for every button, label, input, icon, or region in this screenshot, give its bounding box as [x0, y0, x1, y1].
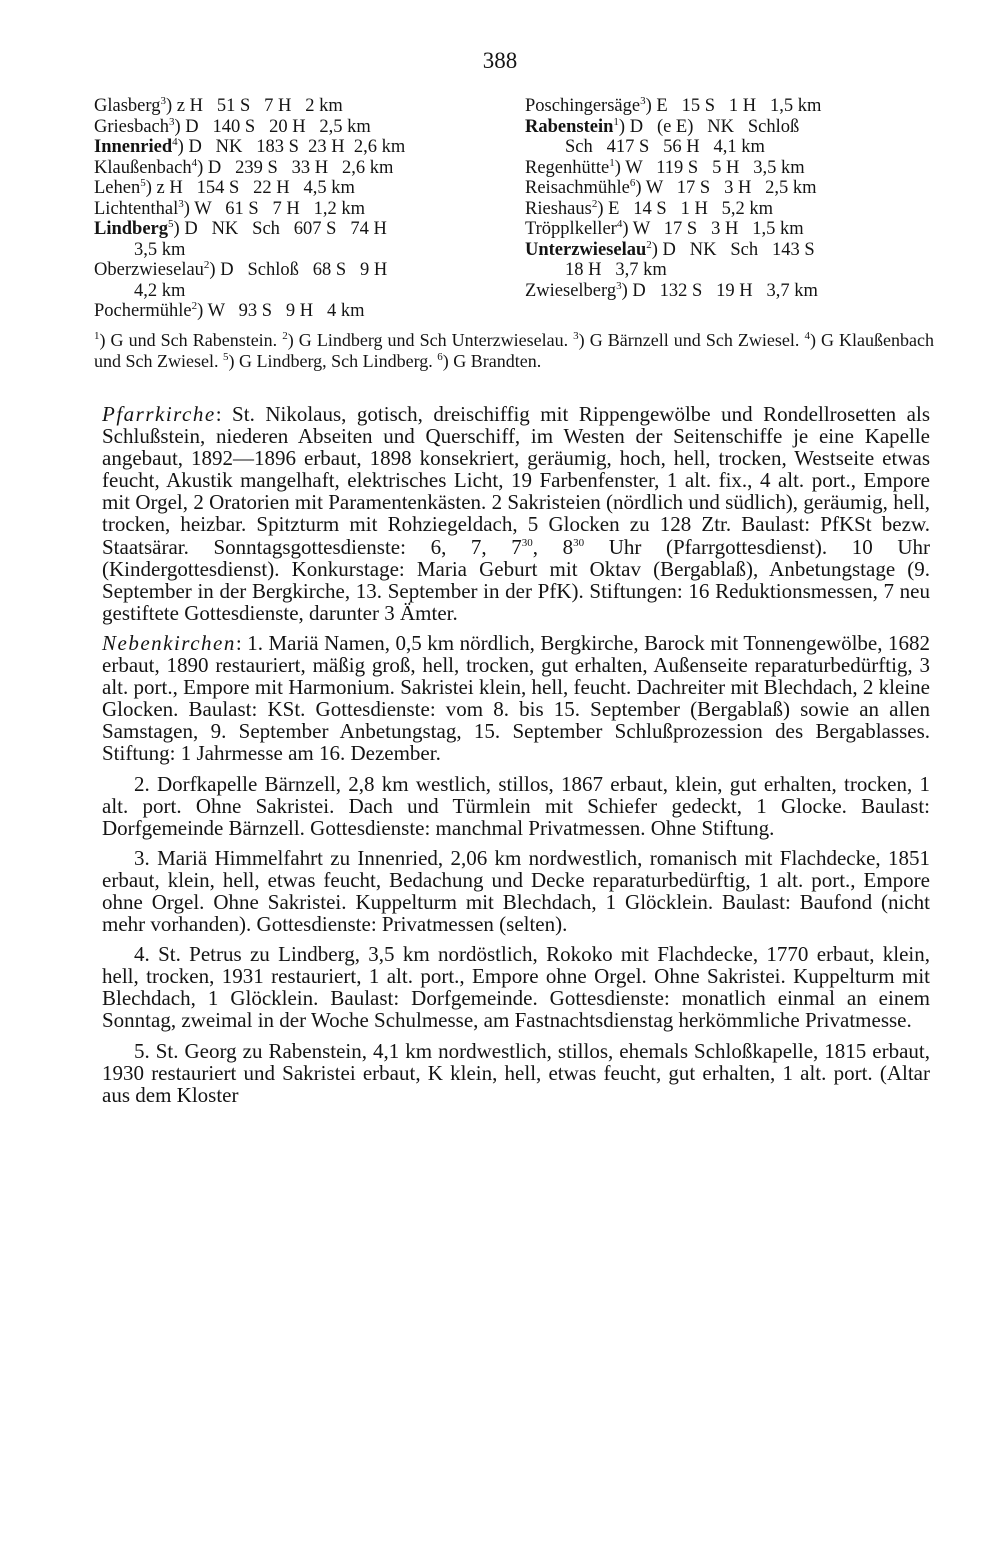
place-details: W 93 S 9 H 4 km — [203, 301, 365, 321]
place-entry: Glasberg$^3$) z H 51 S 7 H 2 km — [94, 94, 343, 116]
footnote-ref: 3 — [178, 197, 184, 210]
places-list-left — [94, 96, 494, 322]
place-name: Rabenstein — [525, 116, 614, 137]
nebenkirchen-paragraph: Nebenkirchen: 1. Mariä Namen, 0,5 km nördlich, Bergkirche, Barock mit Tonnengewölbe, 1682 erbaut, 1890 restauriert, mäßig groß, hell, trocken, gut erhalten, Außenseite reparaturbedürftig, 3 alt. port., Empore mit Harmonium. Sakristei klein, hell, feucht. Dachreiter mit Blechdach, 2 kleine Glocken. Baulast: KSt. Gottesdienste: vom 8. bis 15. September (Bergablaß) sowie an allen Samstagen, 9. September Anbetungstag, 15. September Schlußprozession des Bergablasses. Stiftung: 1 Jahrmesse am 16. Dezember. — [102, 630, 930, 766]
footnote-ref: 4 — [616, 217, 623, 230]
place-name: Zwieselberg — [525, 280, 617, 301]
footnote-ref: 6 — [629, 176, 636, 189]
footnote-4: $^4$) G Klaußenbach und Sch Zwiesel. — [94, 330, 934, 371]
place-entry — [525, 137, 925, 158]
place-details: D 239 S 33 H 2,6 km — [203, 157, 394, 178]
footnote-ref: 1 — [613, 115, 619, 128]
place-entry — [94, 240, 494, 261]
footnote-ref: 4 — [191, 156, 198, 169]
place-details: z H 51 S 7 H 2 km — [172, 96, 343, 116]
footnotes — [94, 330, 934, 372]
place-details: D 132 S 19 H 3,7 km — [627, 280, 818, 301]
footnote-ref: 2 — [203, 258, 210, 271]
nebenkirche-item-3: 3. Mariä Himmelfahrt zu Innenried, 2,06 km nordwestlich, romanisch mit Flachdecke, 1851 erbaut, klein, hell, etwas feucht, Bedachung und Decke reparaturbedürftig, 1 alt. port., Empore ohne Orgel. Ohne Sakristei. Kuppelturm mit Blechdach, 1 Glöcklein. Baulast: Baufond (nicht mehr vorhanden). Gottesdienste: Privatmessen (selten). — [102, 845, 930, 937]
place-details: W 17 S 3 H 1,5 km — [628, 219, 804, 239]
place-name: Glasberg — [94, 96, 161, 116]
place-entry: Lichtenthal$^3$) W 61 S 7 H 1,2 km — [94, 197, 366, 219]
footnote-ref: 3 — [616, 279, 622, 292]
place-entry: Griesbach$^3$) D 140 S 20 H 2,5 km — [94, 115, 371, 137]
place-name: Klaußenbach — [94, 157, 192, 178]
place-name: Rieshaus — [525, 198, 592, 219]
main-text — [102, 403, 930, 1114]
nebenkirche-item-4: 4. St. Petrus zu Lindberg, 3,5 km nordöstlich, Rokoko mit Flachdecke, 1770 erbaut, klein, hell, trocken, 1931 restauriert, 1 alt. port., Empore ohne Orgel. Ohne Sakristei. Kuppelturm mit Blechdach, 1 Glöcklein. Baulast: Dorfgemeinde. Gottesdienste: monatlich einmal an einem Sonntag, zweimal in der Woche Schulmesse, am Fastnachtsdienstag herkömmliche Privatmesse. — [102, 942, 930, 1033]
place-details: D 140 S 20 H 2,5 km — [180, 116, 371, 137]
place-entry: Pochermühle$^2$) W 93 S 9 H 4 km — [94, 299, 365, 321]
place-details: z H 154 S 22 H 4,5 km — [151, 178, 355, 198]
place-entry: Zwieselberg$^3$) D 132 S 19 H 3,7 km — [525, 279, 818, 301]
place-details: D NK Sch 143 S — [657, 239, 815, 260]
footnote-ref: 4 — [172, 135, 178, 148]
place-name: Reisachmühle — [525, 178, 630, 198]
page-number: 388 — [482, 48, 518, 73]
place-details: W 17 S 3 H 2,5 km — [641, 178, 817, 198]
place-entry: Reisachmühle$^6$) W 17 S 3 H 2,5 km — [525, 176, 817, 198]
place-details: 4,2 km — [134, 280, 186, 301]
place-entry — [94, 281, 494, 302]
footnote-ref: 3 — [169, 115, 175, 128]
place-name: Lindberg — [94, 219, 169, 239]
nebenkirchen-heading: Nebenkirchen — [102, 630, 236, 655]
footnote-1: $^1$) G und Sch Rabenstein. — [94, 330, 283, 350]
place-details: D NK 183 S 23 H 2,6 km — [183, 137, 406, 157]
place-details: D (e E) NK Schloß — [625, 116, 800, 137]
footnote-6: $^6$) G Brandten. — [437, 351, 542, 371]
footnote-ref: 5 — [168, 217, 174, 230]
place-name: Poschingersäge — [525, 96, 641, 116]
place-details: E 14 S 1 H 5,2 km — [603, 198, 774, 219]
place-details: 3,5 km — [134, 239, 186, 260]
place-entry: Tröpplkeller$^4$) W 17 S 3 H 1,5 km — [525, 217, 804, 239]
footnote-3: $^3$) G Bärnzell und Sch Zwiesel. — [573, 330, 805, 350]
places-list-right — [525, 96, 925, 301]
place-entry: Poschingersäge$^3$) E 15 S 1 H 1,5 km — [525, 94, 822, 116]
footnote-ref: 3 — [160, 94, 166, 107]
place-name: Tröpplkeller — [525, 219, 617, 239]
footnote-ref: 5 — [140, 176, 146, 189]
place-details: E 15 S 1 H 1,5 km — [651, 96, 822, 116]
place-details: W 119 S 5 H 3,5 km — [620, 157, 805, 178]
place-entry: Regenhütte$^1$) W 119 S 5 H 3,5 km — [525, 156, 805, 178]
place-entry: Klaußenbach$^4$) D 239 S 33 H 2,6 km — [94, 156, 394, 178]
place-name: Lichtenthal — [94, 198, 179, 219]
nebenkirche-item-2: 2. Dorfkapelle Bärnzell, 2,8 km westlich, stillos, 1867 erbaut, klein, gut erhalten, trocken, 1 alt. port. Ohne Sakristei. Dach und Türmlein mit Schiefer gedeckt, 1 Glocke. Baulast: Dorfgemeinde Bärnzell. Gottesdienste: manchmal Privatmessen. Ohne Stiftung. — [102, 771, 930, 840]
place-name: Unterzwieselau — [525, 239, 647, 260]
place-details: W 61 S 7 H 1,2 km — [189, 198, 366, 219]
pfarrkirche-paragraph: Pfarrkirche: St. Nikolaus, gotisch, dreischiffig mit Rippengewölbe und Rondellrosetten als Schlußstein, niederen Abseiten und Querschiff, im Westen der Seitenschiffe je eine Kapelle angebaut, 1892—1896 erbaut, 1898 konsekriert, geräumig, hoch, hell, trocken, Westseite etwas feucht, Akustik mangelhaft, elektrisches Licht, 19 Farbenfenster, 1 alt. fix., 4 alt. port., Empore mit Orgel, 2 Oratorien mit Paramentenkästen. 2 Sakristeien (nördlich und südlich), geräumig, hell, trocken, heizbar. Spitzturm mit Rohziegeldach, 5 Glocken zu 128 Ztr. Baulast: PfKSt bezw. Staatsärar. Sonntagsgottesdienste: 6, 7, $7^{30}$, $8^{30}$ Uhr (Pfarrgottesdienst). 10 Uhr (Kindergottesdienst). Konkurstage: Maria Geburt mit Oktav (Bergablaß), Anbetungstage (9. September in der Bergkirche, 13. September in der PfK). Stiftungen: 16 Reduktionsmessen, 7 neu gestiftete Gottesdienste, darunter 3 Ämter. — [102, 402, 930, 625]
place-details: 18 H 3,7 km — [565, 260, 667, 280]
footnote-2: $^2$) G Lindberg und Sch Unterzwieselau. — [282, 330, 574, 350]
footnote-ref: 2 — [591, 197, 598, 210]
place-name: Oberzwieselau — [94, 260, 204, 280]
footnote-ref: 2 — [646, 238, 652, 251]
footnote-ref: 1 — [609, 156, 615, 169]
place-entry — [525, 260, 925, 281]
place-entry: Lindberg$^5$) D NK Sch 607 S 74 H — [94, 217, 387, 239]
place-name: Lehen — [94, 178, 141, 198]
footnote-ref: 2 — [191, 299, 198, 312]
nebenkirche-item-5: 5. St. Georg zu Rabenstein, 4,1 km nordwestlich, stillos, ehemals Schloßkapelle, 1815 erbaut, 1930 restauriert und Sakristei erbaut, K klein, hell, etwas feucht, gut erhalten, 1 alt. port. (Altar aus dem Kloster — [102, 1038, 930, 1107]
footnote-5: $^5$) G Lindberg, Sch Lindberg. — [222, 351, 438, 371]
place-entry: Rabenstein$^1$) D (e E) NK Schloß — [525, 115, 800, 137]
place-name: Griesbach — [94, 116, 169, 137]
place-name: Pochermühle — [94, 301, 192, 321]
place-entry: Rieshaus$^2$) E 14 S 1 H 5,2 km — [525, 197, 774, 219]
place-entry: Oberzwieselau$^2$) D Schloß 68 S 9 H — [94, 258, 388, 280]
pfarrkirche-heading: Pfarrkirche — [102, 402, 216, 426]
place-name: Innenried — [94, 137, 173, 157]
footnote-ref: 3 — [640, 94, 646, 107]
place-entry: Unterzwieselau$^2$) D NK Sch 143 S — [525, 238, 815, 260]
place-entry: Lehen$^5$) z H 154 S 22 H 4,5 km — [94, 176, 355, 198]
place-details: D Schloß 68 S 9 H — [215, 260, 388, 280]
place-entry: Innenried$^4$) D NK 183 S 23 H 2,6 km — [94, 135, 406, 157]
place-details: Sch 417 S 56 H 4,1 km — [565, 137, 765, 157]
place-name: Regenhütte — [525, 157, 610, 178]
place-details: D NK Sch 607 S 74 H — [179, 219, 387, 239]
